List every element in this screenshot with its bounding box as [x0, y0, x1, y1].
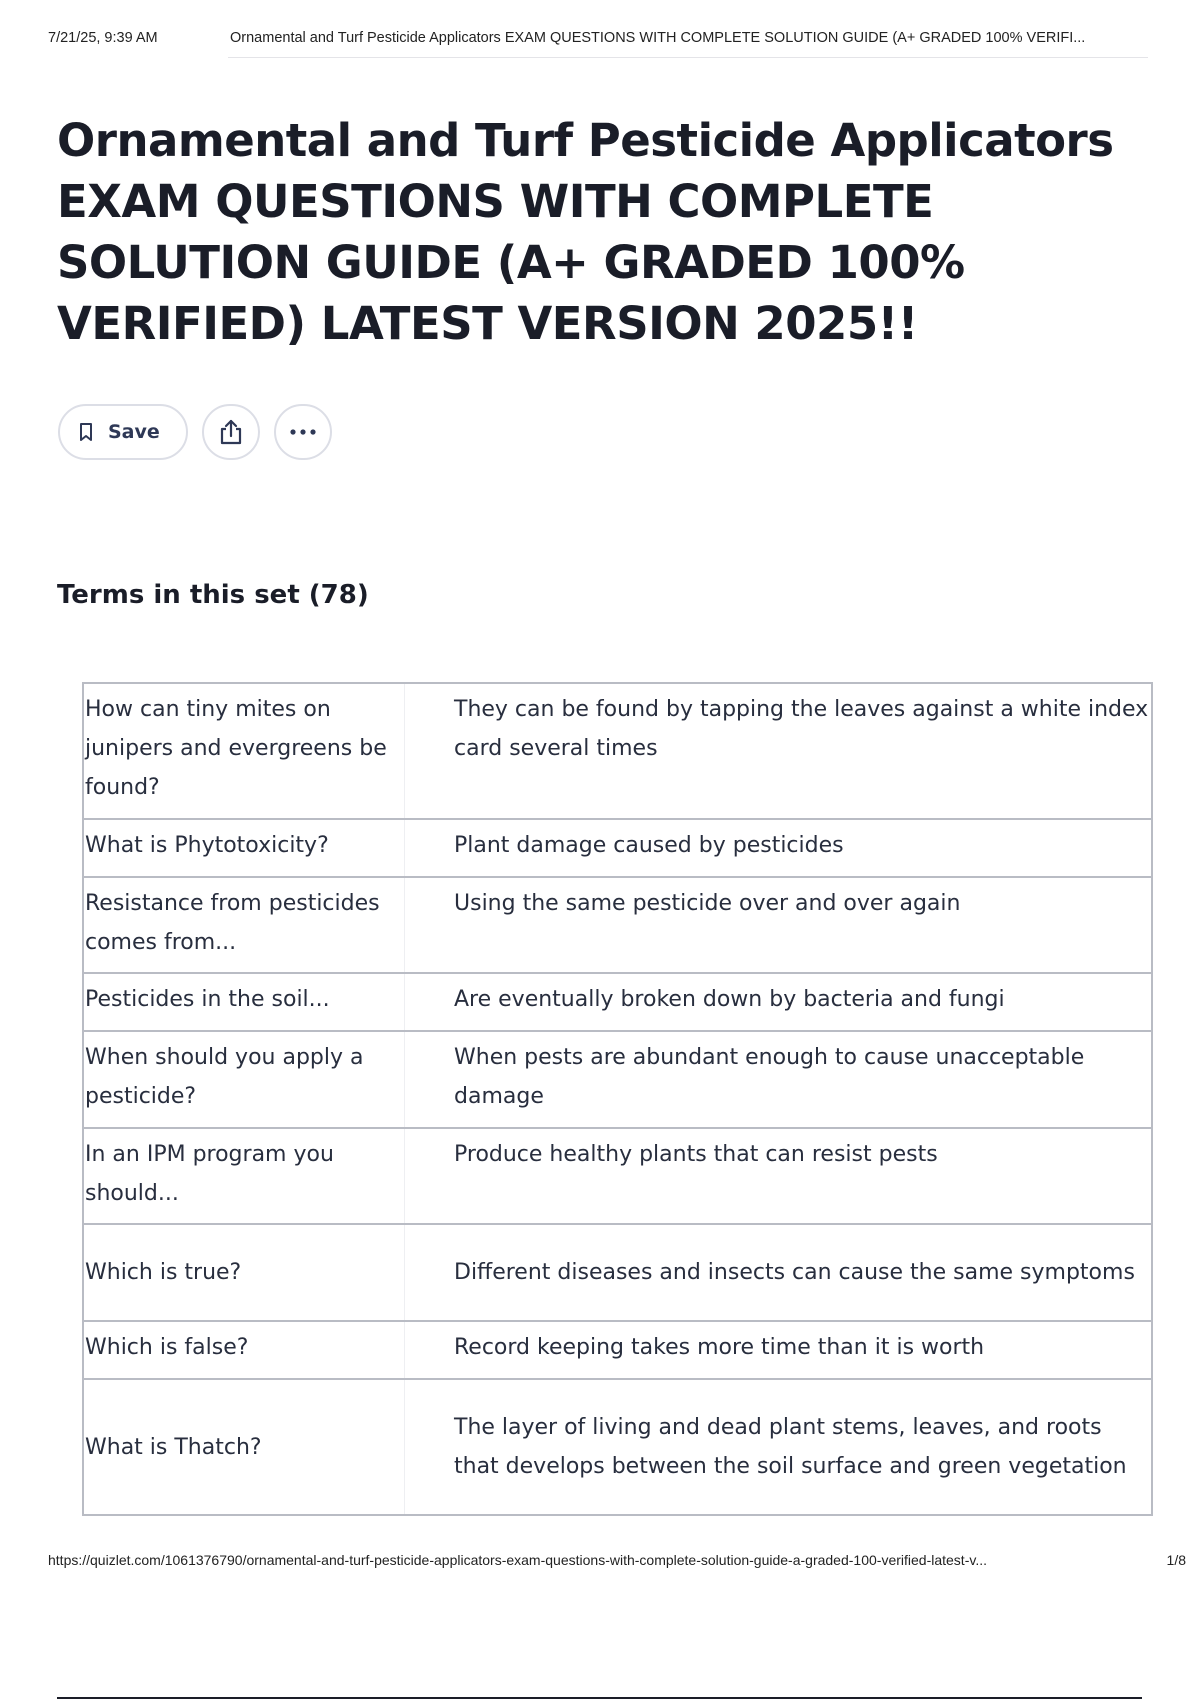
save-button[interactable] — [58, 404, 188, 460]
share-icon — [218, 418, 244, 446]
print-header — [48, 30, 1186, 50]
term-text: Which is false? — [85, 1335, 249, 1360]
term-text: What is Thatch? — [85, 1434, 262, 1460]
share-button[interactable] — [202, 404, 260, 460]
print-footer — [48, 1552, 1186, 1572]
term-text: Pesticides in the soil... — [85, 987, 330, 1012]
header-divider — [228, 57, 1148, 58]
definition-cell — [404, 1129, 1151, 1223]
definition-text: Different diseases and insects can cause the same symptoms — [454, 1260, 1135, 1285]
term-cell — [84, 684, 404, 818]
definition-cell — [404, 878, 1151, 972]
definition-text: They can be found by tapping the leaves against a white index card several times — [454, 697, 1149, 761]
definition-text: When pests are abundant enough to cause unacceptable damage — [454, 1045, 1085, 1109]
definition-text: Produce healthy plants that can resist pests — [454, 1142, 938, 1167]
definition-cell — [404, 684, 1151, 818]
definition-text: The layer of living and dead plant stems, leaves, and roots that develops between the soil surface and green vegetation — [454, 1415, 1127, 1479]
print-date: 7/21/25, 9:39 AM — [48, 30, 158, 46]
term-row — [84, 1127, 1151, 1223]
term-text: When should you apply a pesticide? — [85, 1045, 364, 1109]
term-row — [84, 876, 1151, 972]
definition-cell — [404, 974, 1151, 1030]
page-title: Ornamental and Turf Pesticide Applicators EXAM QUESTIONS WITH COMPLETE SOLUTION GUIDE (A+ GRADED 100% VERIFIED) LATEST VERSION 2025!! — [57, 114, 1114, 350]
term-cell — [84, 1322, 404, 1378]
term-text: What is Phytotoxicity? — [85, 833, 329, 858]
term-row — [84, 684, 1151, 818]
term-row — [84, 972, 1151, 1030]
term-cell — [84, 1225, 404, 1320]
term-text: Resistance from pesticides comes from... — [85, 891, 380, 955]
definition-cell — [404, 820, 1151, 876]
term-cell — [84, 1129, 404, 1223]
bookmark-icon — [78, 422, 94, 442]
more-options-button[interactable] — [274, 404, 332, 460]
term-row — [84, 1378, 1151, 1514]
term-row — [84, 1320, 1151, 1378]
definition-text: Plant damage caused by pesticides — [454, 833, 844, 858]
term-row — [84, 1223, 1151, 1320]
definition-cell — [404, 1225, 1151, 1320]
print-url: https://quizlet.com/1061376790/ornamental-and-turf-pesticide-applicators-exam-questions-with-complete-solution-guide-a-graded-100-verified-latest-v... — [48, 1552, 987, 1568]
term-cell — [84, 974, 404, 1030]
term-cell — [84, 878, 404, 972]
term-row — [84, 818, 1151, 876]
term-text: Which is true? — [85, 1260, 242, 1285]
page-bottom-rule — [57, 1697, 1142, 1699]
definition-cell — [404, 1322, 1151, 1378]
term-cell — [84, 1032, 404, 1127]
term-text: In an IPM program you should... — [85, 1142, 334, 1206]
term-text: How can tiny mites on junipers and evergreens be found? — [85, 697, 387, 800]
page-number: 1/8 — [1166, 1552, 1186, 1568]
terms-heading: Terms in this set (78) — [57, 580, 369, 610]
definition-cell — [404, 1380, 1151, 1514]
terms-table — [82, 682, 1153, 1516]
print-document-title: Ornamental and Turf Pesticide Applicators EXAM QUESTIONS WITH COMPLETE SOLUTION GUIDE (A+ GRADED 100% VERIFI... — [230, 30, 1086, 46]
term-row — [84, 1030, 1151, 1127]
more-icon — [289, 428, 317, 436]
term-cell — [84, 820, 404, 876]
definition-text: Are eventually broken down by bacteria and fungi — [454, 987, 1005, 1012]
term-cell — [84, 1380, 404, 1514]
definition-cell — [404, 1032, 1151, 1127]
definition-text: Using the same pesticide over and over again — [454, 891, 961, 916]
definition-text: Record keeping takes more time than it is worth — [454, 1335, 985, 1360]
save-button-label: Save — [108, 421, 160, 443]
